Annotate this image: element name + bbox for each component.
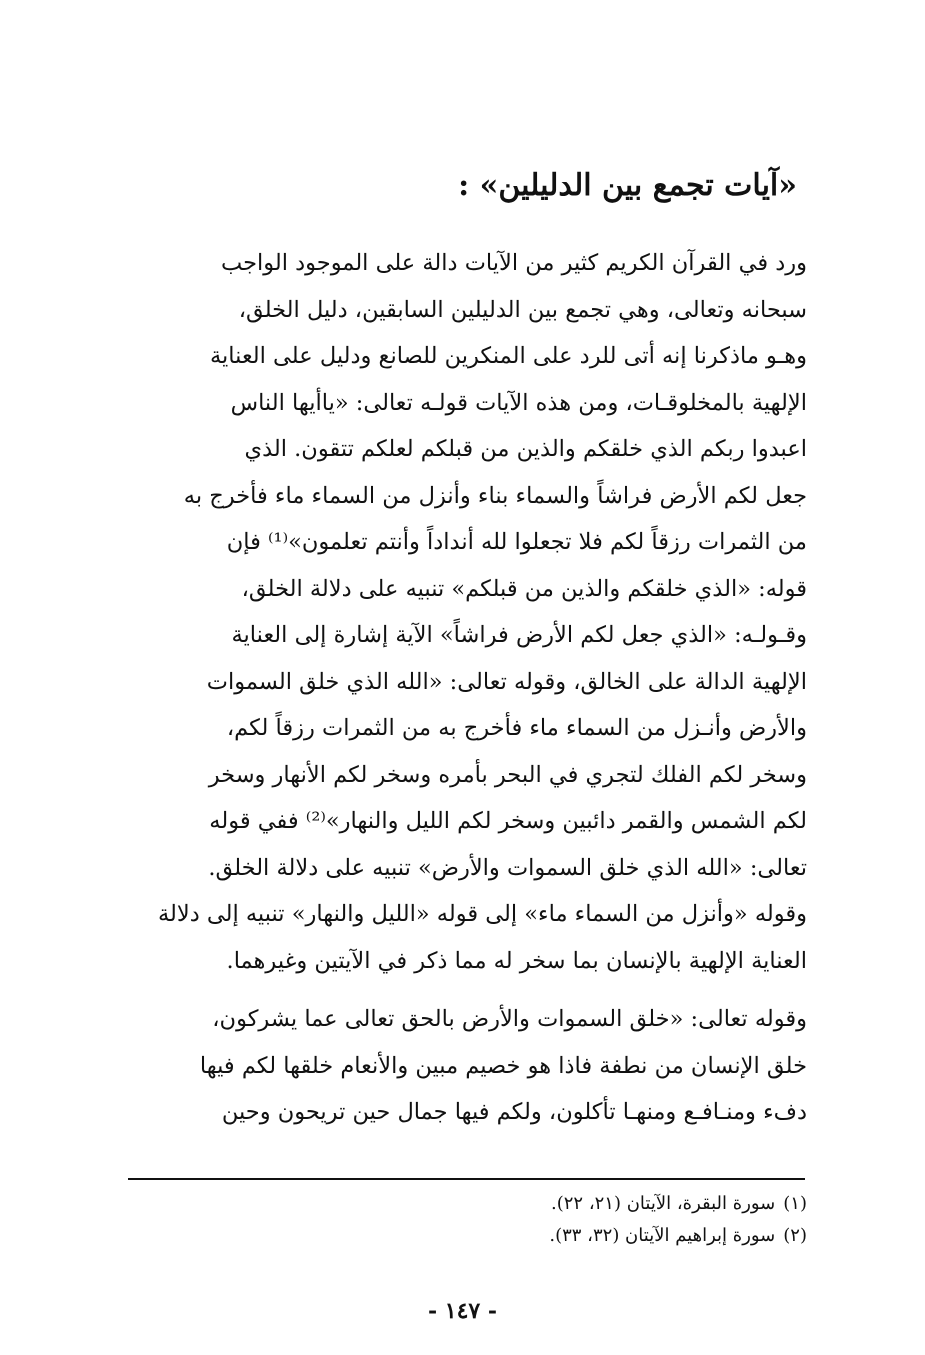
text-line: العناية الإلهية بالإنسان بما سخر له مما ذكر في الآيتين وغيرهما. [226, 947, 807, 974]
footnote-text: سورة إبراهيم الآيتان (٣٢، ٣٣). [549, 1225, 776, 1246]
text-line: جعل لكم الأرض فراشاً والسماء بناء وأنزل من السماء ماء فأخرج به [183, 482, 807, 509]
text-line: من الثمرات رزقاً لكم فلا تجعلوا لله أنداداً وأنتم تعلمون»⁽¹⁾ فإن [226, 529, 807, 555]
section-heading: «آيات تجمع بين الدليلين» : [458, 168, 797, 203]
paragraph-gap [122, 984, 807, 996]
text-line: وقوله «وأنزل من السماء ماء» إلى قوله «الليل والنهار» تنبيه إلى دلالة [157, 901, 807, 927]
text-line: سبحانه وتعالى، وهي تجمع بين الدليلين السابقين، دليل الخلق، [238, 296, 807, 323]
text-line: دفء ومنـافـع ومنهـا تأكلون، ولكم فيها جمال حين تريحون وحين [221, 1099, 807, 1125]
text-line: والأرض وأنـزل من السماء ماء فأخرج به من الثمرات رزقاً لكم، [226, 715, 807, 741]
text-line: اعبدوا ربكم الذي خلقكم والذين من قبلكم لعلكم تتقون. الذي [244, 436, 807, 462]
footnote-text: سورة البقرة، الآيتان (٢١، ٢٢). [551, 1193, 776, 1214]
text-line: لكم الشمس والقمر دائبين وسخر لكم الليل والنهار»⁽²⁾ ففي قوله [209, 808, 807, 834]
text-line: وسخر لكم الفلك لتجري في البحر بأمره وسخر لكم الأنهار وسخر [208, 761, 807, 788]
text-line: الإلهية بالمخلوقـات، ومن هذه الآيات قولـه تعالى: «ياأيها الناس [230, 389, 807, 416]
body-text [122, 240, 807, 1136]
text-line: الإلهية الدالة على الخالق، وقوله تعالى: «الله الذي خلق السموات [206, 668, 807, 695]
footnotes [128, 1188, 807, 1252]
paragraph [122, 240, 807, 984]
text-line: ورد في القرآن الكريم كثير من الآيات دالة على الموجود الواجب [221, 250, 807, 276]
text-line: خلق الإنسان من نطفة فاذا هو خصيم مبين والأنعام خلقها لكم فيها [199, 1052, 807, 1079]
text-line: قوله: «الذي خلقكم والذين من قبلكم» تنبيه على دلالة الخلق، [241, 575, 807, 602]
page-number: - ١٤٧ - [427, 1298, 498, 1324]
footnote-number: (١) [783, 1193, 807, 1214]
text-line: وقـولـه: «الذي جعل لكم الأرض فراشاً» الآية إشارة إلى العناية [231, 622, 807, 648]
footnote-number: (٢) [783, 1225, 807, 1246]
footnote [128, 1220, 807, 1252]
text-line: وقوله تعالى: «خلق السموات والأرض بالحق تعالى عما يشركون، [212, 1006, 807, 1032]
paragraph [122, 996, 807, 1136]
text-line: وهـو ماذكرنا إنه أتى للرد على المنكرين للصانع ودليل على العناية [209, 343, 807, 369]
text-line: تعالى: «الله الذي خلق السموات والأرض» تنبيه على دلالة الخلق. [208, 854, 807, 881]
footnote-divider [128, 1178, 805, 1180]
footnote [128, 1188, 807, 1220]
